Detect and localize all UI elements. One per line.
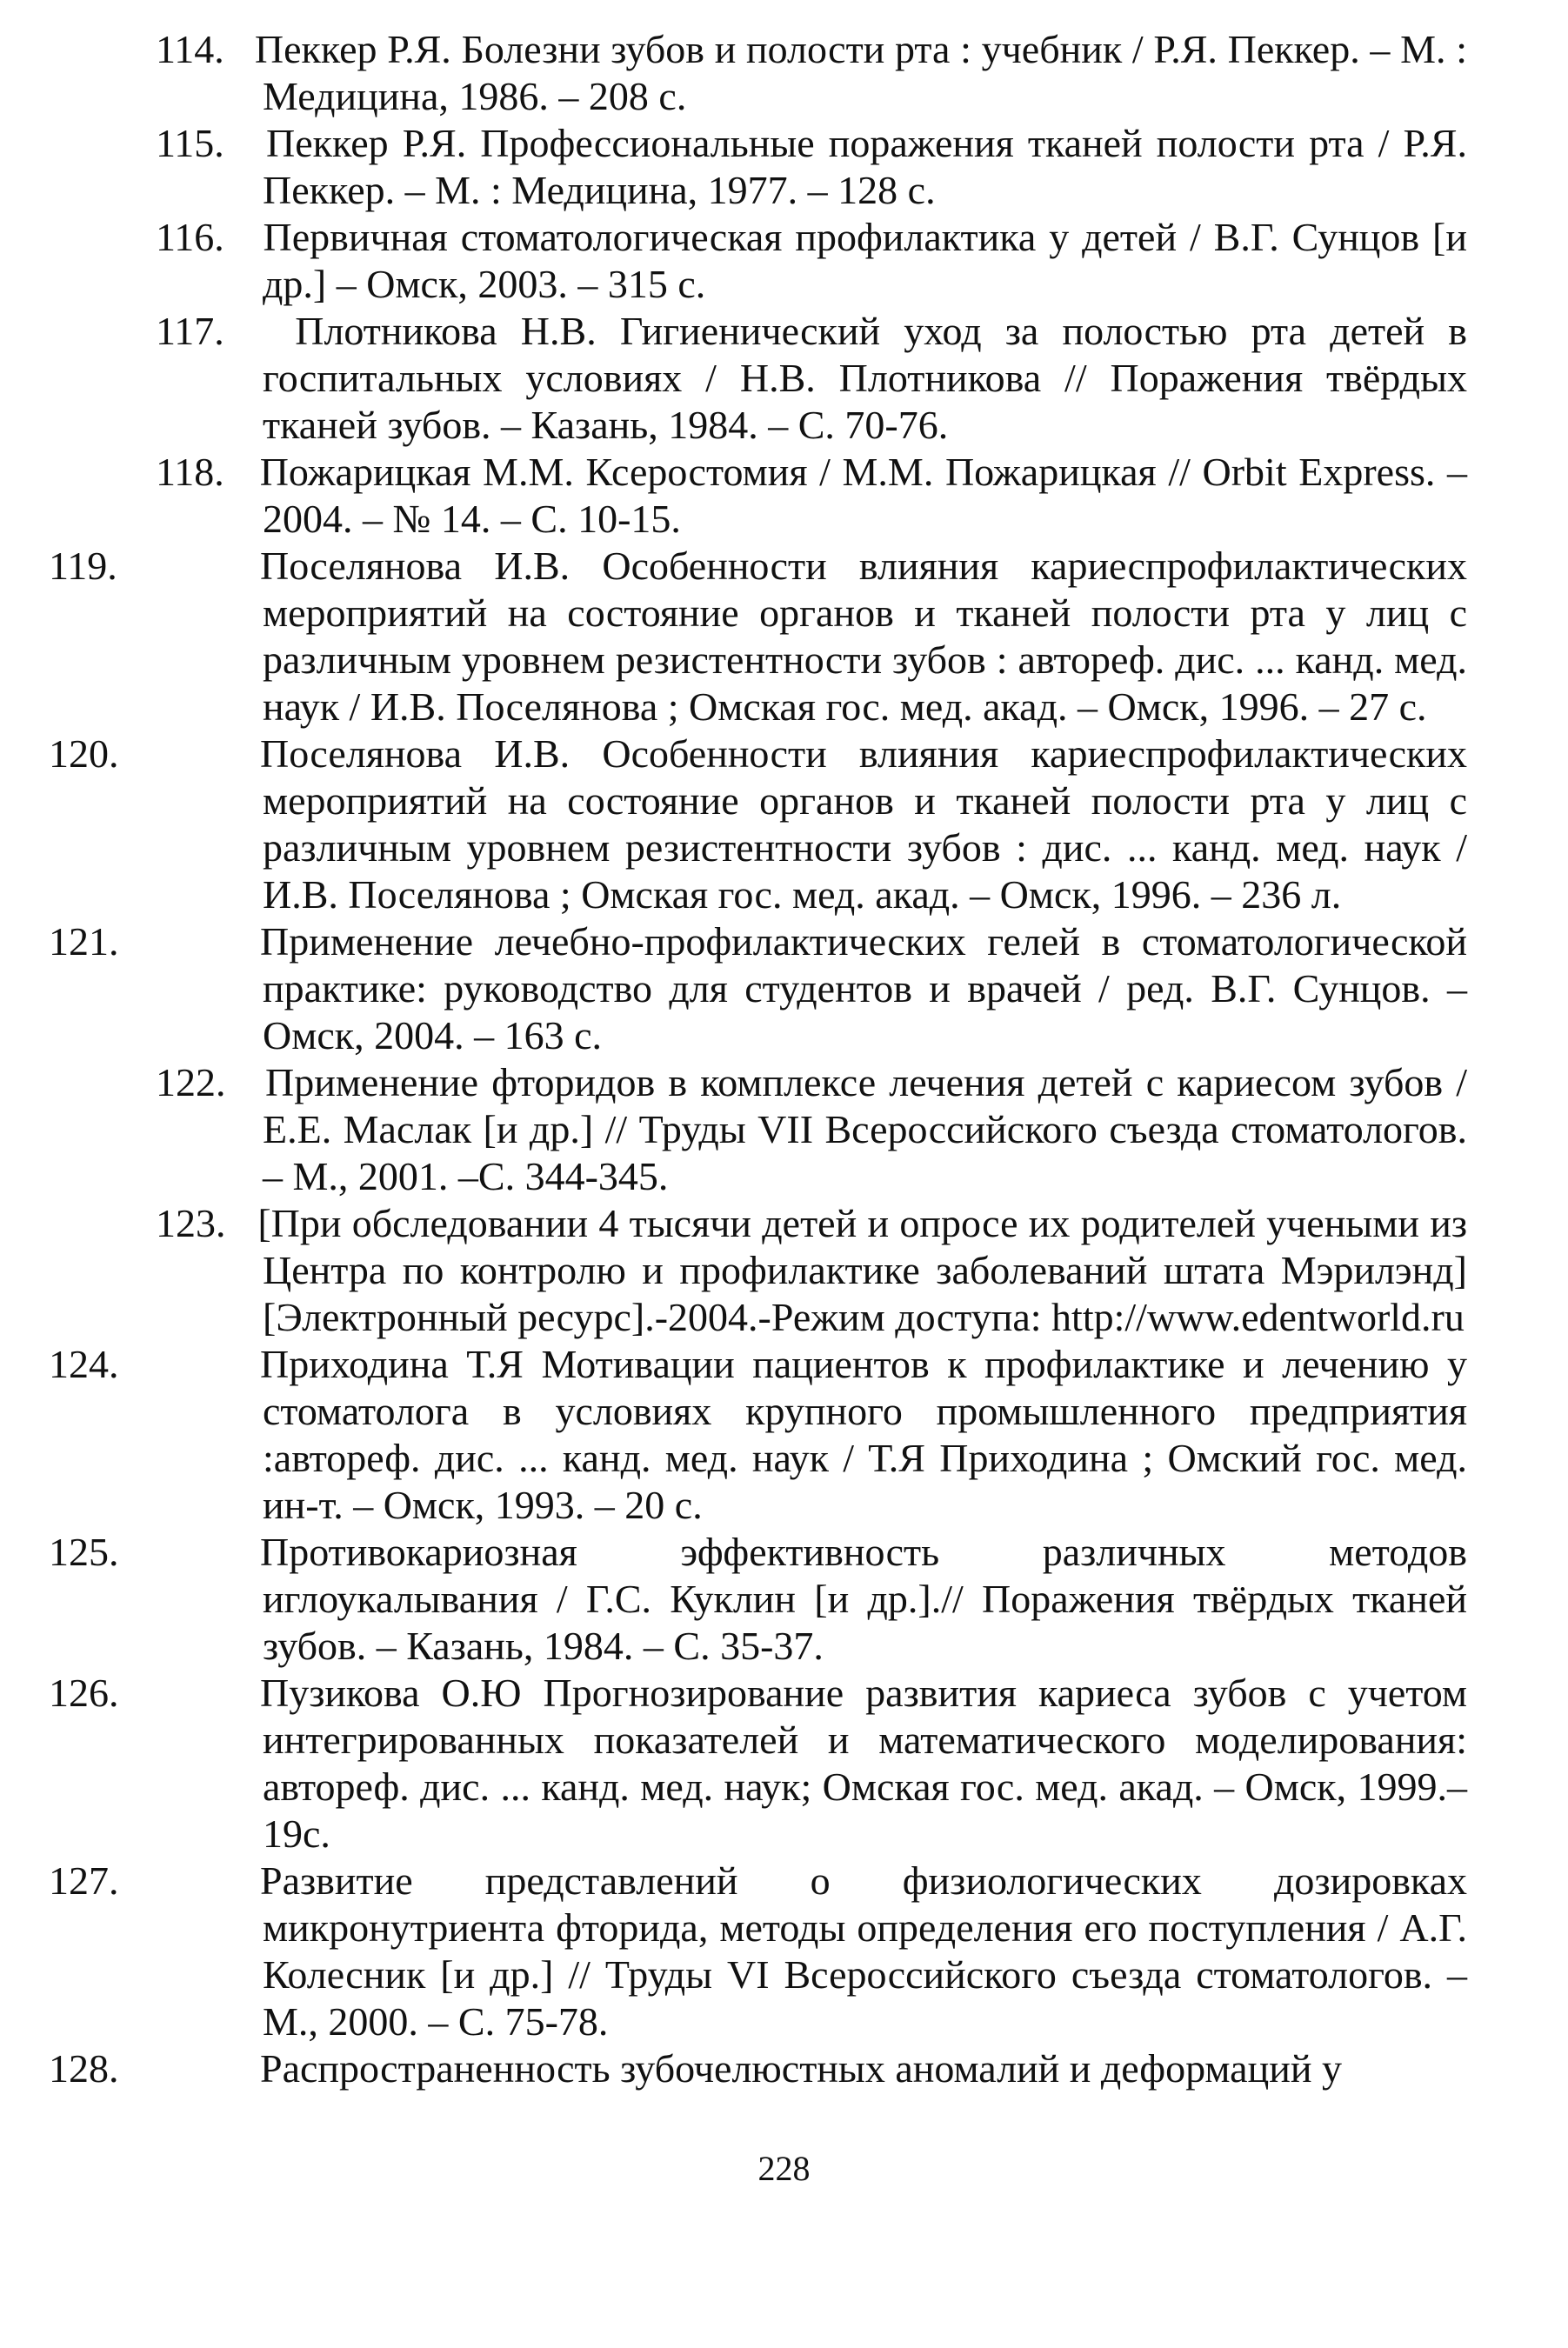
- reference-item-128: [49, 2045, 1467, 2092]
- reference-number: 116.: [156, 215, 224, 259]
- page-number: 228: [757, 2149, 811, 2188]
- reference-item-123: [106, 1200, 1467, 1341]
- reference-item-124: [49, 1341, 1467, 1529]
- reference-item-119: [49, 543, 1467, 730]
- reference-number: 128.: [49, 2046, 119, 2091]
- reference-text: Пожарицкая М.М. Ксеростомия / М.М. Пожарицкая // Orbit Express. – 2004. – № 14. – С. 10-15.: [259, 450, 1467, 541]
- reference-number: 126.: [49, 1671, 119, 1715]
- reference-item-116: [106, 214, 1467, 308]
- reference-text: Противокариозная эффективность различных методов иглоукалывания / Г.С. Куклин [и др.].// Поражения твёрдых тканей зубов. – Казань, 1984. – С. 35-37.: [260, 1530, 1467, 1668]
- reference-number: 115.: [156, 121, 224, 165]
- reference-text: Первичная стоматологическая профилактика у детей / В.Г. Сунцов [и др.] – Омск, 2003. – 315 с.: [263, 215, 1467, 306]
- reference-item-122: [106, 1059, 1467, 1200]
- reference-number: 114.: [156, 27, 224, 71]
- reference-text: Пеккер Р.Я. Профессиональные поражения тканей полости рта / Р.Я. Пеккер. – М. : Медицина, 1977. – 128 с.: [263, 121, 1467, 212]
- reference-item-115: [106, 120, 1467, 214]
- reference-item-125: [49, 1529, 1467, 1670]
- reference-item-114: [106, 26, 1467, 120]
- reference-number: 118.: [156, 450, 224, 494]
- reference-number: 122.: [156, 1060, 226, 1104]
- reference-text: Пузикова О.Ю Прогнозирование развития кариеса зубов с учетом интегрированных показателей и математического моделирования: автореф. дис. ... канд. мед. наук; Омская гос. мед. акад. – Омск, 1999.– 19с.: [260, 1671, 1467, 1856]
- reference-text: Поселянова И.В. Особенности влияния кариеспрофилактических мероприятий на состояние органов и тканей полости рта у лиц с различным уровнем резистентности зубов : дис. ... канд. мед. наук / И.В. Поселянова ; Омская гос. мед. акад. – Омск, 1996. – 236 л.: [260, 731, 1467, 917]
- reference-text: Применение лечебно-профилактических гелей в стоматологической практике: руководство для студентов и врачей / ред. В.Г. Сунцов. – Омск, 2004. – 163 с.: [260, 919, 1467, 1057]
- reference-number: 125.: [49, 1530, 119, 1574]
- reference-number: 124.: [49, 1342, 119, 1386]
- reference-item-120: [49, 730, 1467, 918]
- reference-text: Плотникова Н.В. Гигиенический уход за полостью рта детей в госпитальных условиях / Н.В. Плотникова // Поражения твёрдых тканей зубов. – Казань, 1984. – С. 70-76.: [263, 309, 1468, 447]
- reference-text: Применение фторидов в комплексе лечения детей с кариесом зубов / Е.Е. Маслак [и др.] // Труды VII Всероссийского съезда стоматологов. – М., 2001. –С. 344-345.: [263, 1060, 1468, 1198]
- reference-number: 120.: [49, 731, 119, 776]
- reference-item-118: [106, 449, 1467, 543]
- reference-text: [При обследовании 4 тысячи детей и опросе их родителей учеными из Центра по контролю и профилактике заболеваний штата Мэрилэнд] [Электронный ресурс].-2004.-Режим доступа: http://www.edentworld.ru: [257, 1201, 1468, 1339]
- reference-number: 117.: [156, 309, 224, 353]
- reference-item-127: [49, 1858, 1467, 2045]
- reference-number: 121.: [49, 919, 119, 964]
- reference-text: Поселянова И.В. Особенности влияния кариеспрофилактических мероприятий на состояние органов и тканей полости рта у лиц с различным уровнем резистентности зубов : автореф. дис. ... канд. мед. наук / И.В. Поселянова ; Омская гос. мед. акад. – Омск, 1996. – 27 с.: [260, 544, 1467, 729]
- reference-item-121: [49, 918, 1467, 1059]
- reference-item-126: [49, 1670, 1467, 1858]
- reference-number: 123.: [156, 1201, 226, 1245]
- reference-text: Пеккер Р.Я. Болезни зубов и полости рта : учебник / Р.Я. Пеккер. – М. : Медицина, 1986. – 208 с.: [254, 27, 1468, 118]
- reference-text: Приходина Т.Я Мотивации пациентов к профилактике и лечению у стоматолога в условиях крупного промышленного предприятия :автореф. дис. ... канд. мед. наук / Т.Я Приходина ; Омский гос. мед. ин-т. – Омск, 1993. – 20 с.: [260, 1342, 1467, 1527]
- reference-item-117: [106, 308, 1467, 449]
- reference-text: Распространенность зубочелюстных аномалий и деформаций у: [260, 2046, 1342, 2091]
- reference-text: Развитие представлений о физиологических дозировках микронутриента фторида, методы определения его поступления / А.Г. Колесник [и др.] // Труды VI Всероссийского съезда стоматологов. – М., 2000. – С. 75-78.: [260, 1858, 1467, 2044]
- reference-number: 127.: [49, 1858, 119, 1903]
- reference-list: [49, 26, 1468, 2092]
- reference-number: 119.: [49, 544, 117, 588]
